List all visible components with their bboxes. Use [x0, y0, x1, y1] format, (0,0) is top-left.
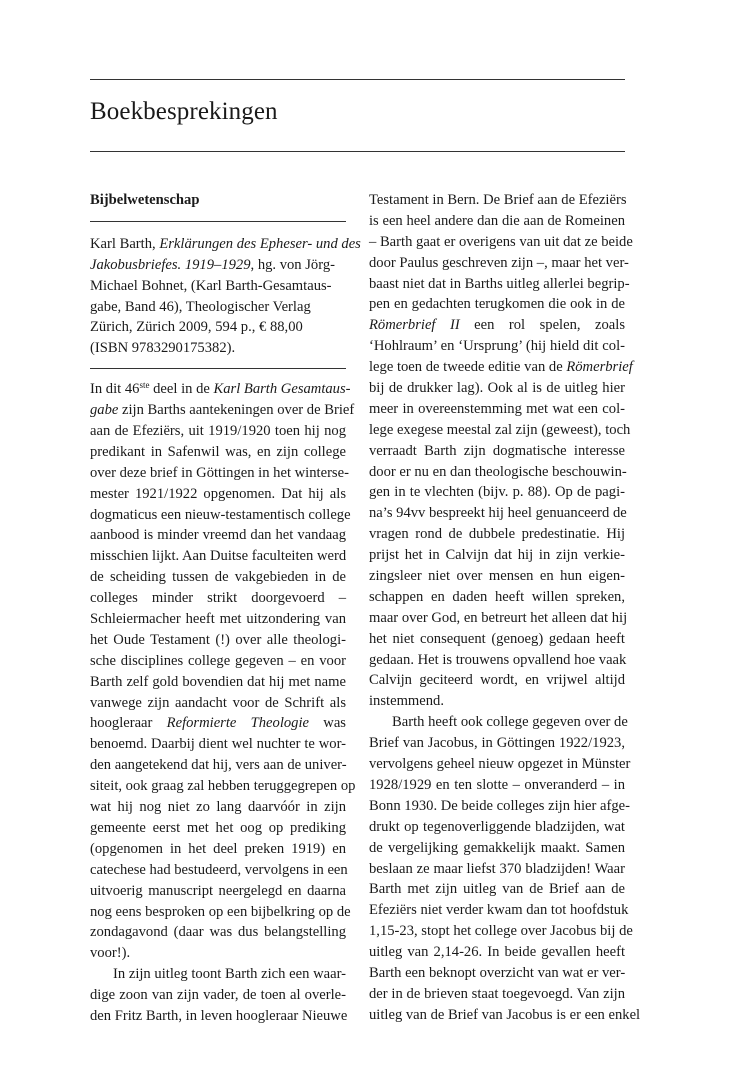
text-line: Testament in Bern. De Brief aan de Efeziërs: [369, 192, 627, 208]
text-line: Barth zelf gold bovendien dat hij met name: [90, 673, 346, 690]
text-line: zingsleer niet over mensen en hun eigen-: [369, 568, 625, 585]
text-line: het Oude Testament (!) over alle theologi-: [90, 631, 346, 648]
text-line: meer in overeenstemming met wat een col-: [369, 400, 625, 417]
text-line: Efeziërs niet verder kwam dan tot hoofdstuk: [369, 902, 629, 919]
text-line: uitleg van 2,14-26. In beide gevallen heeft: [369, 944, 625, 961]
text-line: over deze brief in Göttingen in het winterse-: [90, 464, 349, 481]
text-line: colleges minder strikt doorgevoerd –: [90, 590, 346, 607]
text-line: mester 1921/1922 opgenomen. Dat hij als: [90, 485, 346, 502]
text-line: wat hij nog niet zo lang daarvóór in zijn: [90, 799, 346, 816]
text-line: Calvijn geciteerd wordt, en vrijwel altijd: [369, 672, 625, 689]
text-line: beslaan ze maar liefst 370 bladzijden! Waar: [369, 860, 625, 877]
text-line: (opgenomen in het deel preken 1919) en: [90, 840, 346, 857]
text-line: Bonn 1930. De beide colleges zijn hier afge-: [369, 797, 630, 814]
text-line: uitvoerig manuscript neergelegd en daarna: [90, 882, 346, 899]
text-line: de vergelijking gemakkelijk maakt. Samen: [369, 839, 625, 856]
text-line: is een heel andere dan die aan de Romeinen: [369, 212, 625, 229]
reference-rule: [90, 368, 346, 369]
book-reference: [90, 234, 361, 359]
text-line: misschien lijkt. Aan Duitse faculteiten werd: [90, 548, 347, 565]
text-line: zondagavond (daar was dus belangstelling: [90, 924, 346, 941]
text-line: pen en gedachten terugkomen die ook in de: [369, 296, 625, 313]
text-line: het niet consequent (genoeg) gedaan heeft: [369, 630, 625, 647]
text-line: maar over God, en betreurt het alleen dat hij: [369, 609, 628, 626]
text-line: dogmaticus een nieuw-testamentisch college: [90, 506, 351, 523]
text-line: vanwege zijn aandacht voor de Schrift als: [90, 694, 346, 711]
text-line: door Paulus geschreven zijn –, maar het ver-: [369, 254, 629, 271]
text-line: Barth een beknopt overzicht van wat er ver-: [369, 964, 626, 981]
text-line: dige zoon van zijn vader, de toen al overle-: [90, 987, 346, 1004]
text-line: catechese had bestudeerd, vervolgens in een: [90, 861, 348, 878]
text-line: In zijn uitleg toont Barth zich een waar-: [113, 966, 346, 983]
text-line: gedaan. Het is trouwens opvallend hoe vaak: [369, 651, 627, 668]
text-line: benoemd. Daarbij dient wel nuchter te wor-: [90, 736, 346, 753]
text-line: predikant in Safenwil was, en zijn college: [90, 443, 346, 460]
text-line: aanbood is minder vreemd dan het vandaag: [90, 527, 346, 544]
right-column: [369, 190, 641, 1026]
text-line: vervolgens geheel nieuw opgezet in Münster: [369, 756, 631, 773]
text-line: vragen rond de dubbele predestinatie. Hij: [369, 526, 625, 543]
text-line: verraadt Barth zijn dogmatische interesse: [369, 442, 625, 459]
text-line: nog eens besproken op een bijbelkring op de: [90, 903, 351, 920]
text-line: siteit, ook graag zal hebben teruggegrepen op: [90, 778, 356, 795]
text-line: na’s 94vv bespreekt hij heel genuanceerd de: [369, 505, 627, 522]
text-line: sche disciplines college gegeven – en voor: [90, 652, 346, 669]
text-line: prijst het in Calvijn dat hij in zijn verkie-: [369, 547, 625, 564]
text-line: instemmend.: [369, 693, 444, 710]
text-line: hoogleraar Reformierte Theologie was: [90, 715, 346, 732]
text-line: voor!).: [90, 945, 131, 962]
text-line: Barth heeft ook college gegeven over de: [392, 714, 628, 731]
text-line: schappen en daden heeft willen spreken,: [369, 588, 625, 605]
review-text-left: [90, 379, 356, 1027]
text-line: ‘Hohlraum’ en ‘Ursprung’ (hij hield dit col-: [369, 338, 625, 355]
text-line: – Barth gaat er overigens van uit dat ze beide: [369, 233, 633, 250]
text-line: der in de brieven staat toegevoegd. Van zijn: [369, 985, 625, 1002]
text-line: lege exegese meestal zal zijn (geweest), toch: [369, 421, 631, 438]
section-rule: [90, 221, 346, 222]
text-line: uitleg van de Brief van Jacobus is er een enkel: [369, 1006, 641, 1023]
reference-line: gabe, Band 46), Theologischer Verlag: [90, 298, 311, 315]
text-line: Brief van Jacobus, in Göttingen 1922/1923,: [369, 735, 625, 752]
text-line: 1,15-23, stopt het college over Jacobus bij de: [369, 923, 633, 940]
text-line: Barth met zijn uitleg van de Brief aan de: [369, 881, 625, 898]
text-line: gemeente eerst met het oog op prediking: [90, 819, 346, 836]
text-line: de scheiding tussen de vakgebieden in de: [90, 569, 346, 586]
reference-line: Michael Bohnet, (Karl Barth-Gesamtaus-: [90, 277, 332, 294]
text-line: door er nu en dan theologische beschouwin-: [369, 463, 627, 480]
section-heading: Bijbelwetenschap: [90, 192, 200, 208]
reference-line: Karl Barth, Erklärungen des Epheser- und des: [90, 235, 361, 252]
text-line: gen in te vlechten (bijv. p. 88). Op de pagi-: [369, 484, 625, 501]
text-line: 1928/1929 en ten slotte – onveranderd – in: [369, 776, 625, 793]
text-line: gabe zijn Barths aantekeningen over de Brief: [90, 402, 355, 419]
left-column: [90, 190, 361, 1027]
page-title: Boekbesprekingen: [90, 98, 278, 125]
top-rule: [90, 79, 625, 80]
reference-line: (ISBN 9783290175382).: [90, 340, 236, 357]
review-text-right: [369, 190, 641, 1026]
text-line: Römerbrief II een rol spelen, zoals: [369, 317, 625, 334]
text-line: drukt op tegenoverliggende bladzijden, wat: [369, 818, 625, 835]
text-line: bij de drukker lag). Ook al is de uitleg hier: [369, 380, 625, 397]
text-line: den Fritz Barth, in leven hoogleraar Nieuwe: [90, 1007, 348, 1024]
text-line: den aangetekend dat hij, vers aan de univer-: [90, 757, 347, 774]
text-line: lege toen de tweede editie van de Römerbrief: [369, 359, 633, 376]
text-line: aan de Efeziërs, uit 1919/1920 toen hij nog: [90, 423, 346, 440]
text-line: Schleiermacher heeft met uitzondering van: [90, 611, 346, 628]
title-rule: [90, 151, 625, 152]
reference-line: Zürich, Zürich 2009, 594 p., € 88,00: [90, 319, 303, 336]
reference-line: Jakobusbriefes. 1919–1929, hg. von Jörg-: [90, 256, 335, 273]
text-line: baast niet dat in Barths uitleg allerlei begrip-: [369, 275, 630, 292]
text-line: In dit 46ste deel in de Karl Barth Gesamtaus-: [90, 380, 351, 398]
